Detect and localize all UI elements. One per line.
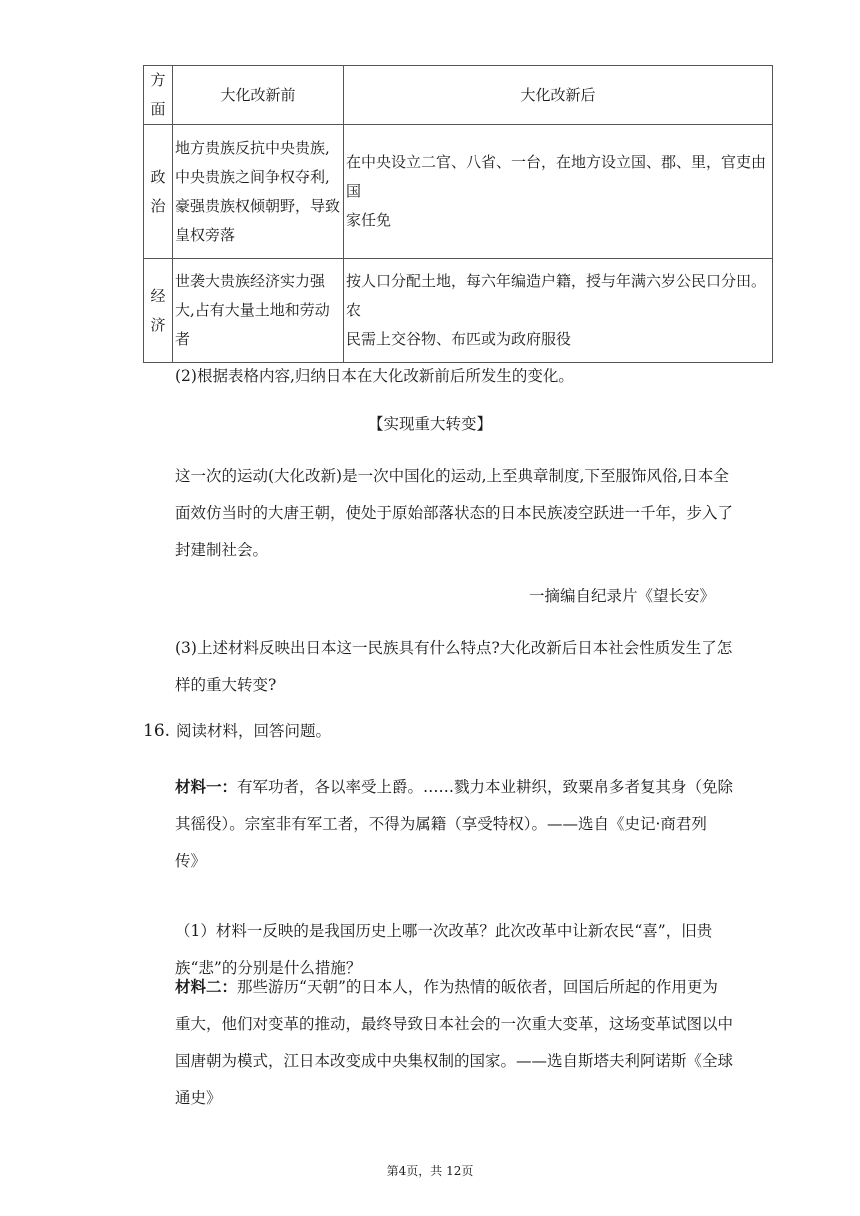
question-3	[175, 630, 732, 704]
cell-line: 世袭大贵族经济实力强	[175, 272, 326, 290]
passage-source: 一摘编自纪录片《望长安》	[528, 587, 715, 605]
passage-line: 面效仿当时的大唐王朝，使处于原始部落状态的日本民族凌空跃进一千年，步入了	[175, 504, 734, 522]
cell-line: 按人口分配土地，每六年编造户籍，授与年满六岁公民口分田。农	[346, 272, 767, 319]
question-prompt: 阅读材料，回答问题。	[176, 722, 332, 740]
table-row	[144, 259, 773, 363]
cell-line: 大,占有大量土地和劳动	[175, 301, 330, 319]
question-line: 族“悲”的分别是什么措施？	[175, 959, 362, 977]
header-after: 大化改新后	[344, 66, 773, 125]
row-after	[344, 259, 773, 363]
cell-line: 在中央设立二官、八省、一台，在地方设立国、郡、里，官吏由国	[346, 153, 767, 200]
cell-line: 家任免	[346, 211, 392, 229]
material-1	[175, 768, 733, 880]
cell-line: 者	[175, 330, 191, 348]
material-text: 那些游历“天朝”的日本人，作为热情的皈依者，回国后所起的作用更为	[237, 978, 718, 996]
row-before	[173, 259, 344, 363]
row-aspect: 政治	[144, 125, 173, 259]
passage-line: 这一次的运动(大化改新)是一次中国化的运动,上至典章制度,下至服饰风俗,日本全	[175, 467, 729, 485]
material-text: 重大，他们对变革的推动，最终导致日本社会的一次重大变革，这场变革试图以中	[175, 1015, 734, 1033]
question-16	[143, 715, 331, 747]
material-text: 其徭役）。宗室非有军工者，不得为属籍（享受特权）。——选自《史记·商君列	[175, 815, 707, 833]
question-line: (3)上述材料反映出日本这一民族具有什么特点?大化改新后日本社会性质发生了怎	[175, 639, 733, 657]
question-2: (2)根据表格内容,归纳日本在大化改新前后所发生的变化。	[175, 367, 574, 385]
passage-line: 封建制社会。	[175, 541, 269, 559]
row-aspect: 经济	[144, 259, 173, 363]
material-text: 国唐朝为模式，江日本改变成中央集权制的国家。——选自斯塔夫利阿诺斯《全球	[175, 1052, 734, 1070]
header-aspect: 方面	[144, 66, 173, 125]
question-line: （1）材料一反映的是我国历史上哪一次改革？此次改革中让新农民“喜”，旧贵	[175, 922, 713, 940]
comparison-table	[143, 65, 773, 363]
material-label: 材料一：	[175, 777, 238, 796]
material-text: 传》	[175, 852, 207, 870]
cell-line: 中央贵族之间争权夺利,	[175, 167, 330, 186]
cell-line: 民需上交谷物、布匹或为政府服役	[346, 330, 572, 348]
row-after	[344, 125, 773, 259]
cell-line: 地方贵族反抗中央贵族,	[175, 138, 330, 157]
material-2	[175, 968, 733, 1117]
header-before: 大化改新前	[173, 66, 344, 125]
cell-line: 皇权旁落	[175, 225, 236, 244]
section-title: 【实现重大转变】	[367, 415, 492, 433]
passage	[175, 458, 733, 569]
table-row	[144, 125, 773, 259]
question-line: 样的重大转变?	[175, 676, 277, 694]
row-before	[173, 125, 344, 259]
page-footer: 第4页，共 12页	[386, 1164, 474, 1178]
material-label: 材料二：	[175, 977, 238, 996]
material-text: 通史》	[175, 1089, 222, 1107]
cell-line: 豪强贵族权倾朝野，导致	[175, 196, 341, 215]
question-number: 16.	[143, 721, 171, 741]
material-text: 有军功者，各以率受上爵。……戮力本业耕织，致粟帛多者复其身（免除	[237, 778, 734, 796]
table-header-row	[144, 66, 773, 125]
